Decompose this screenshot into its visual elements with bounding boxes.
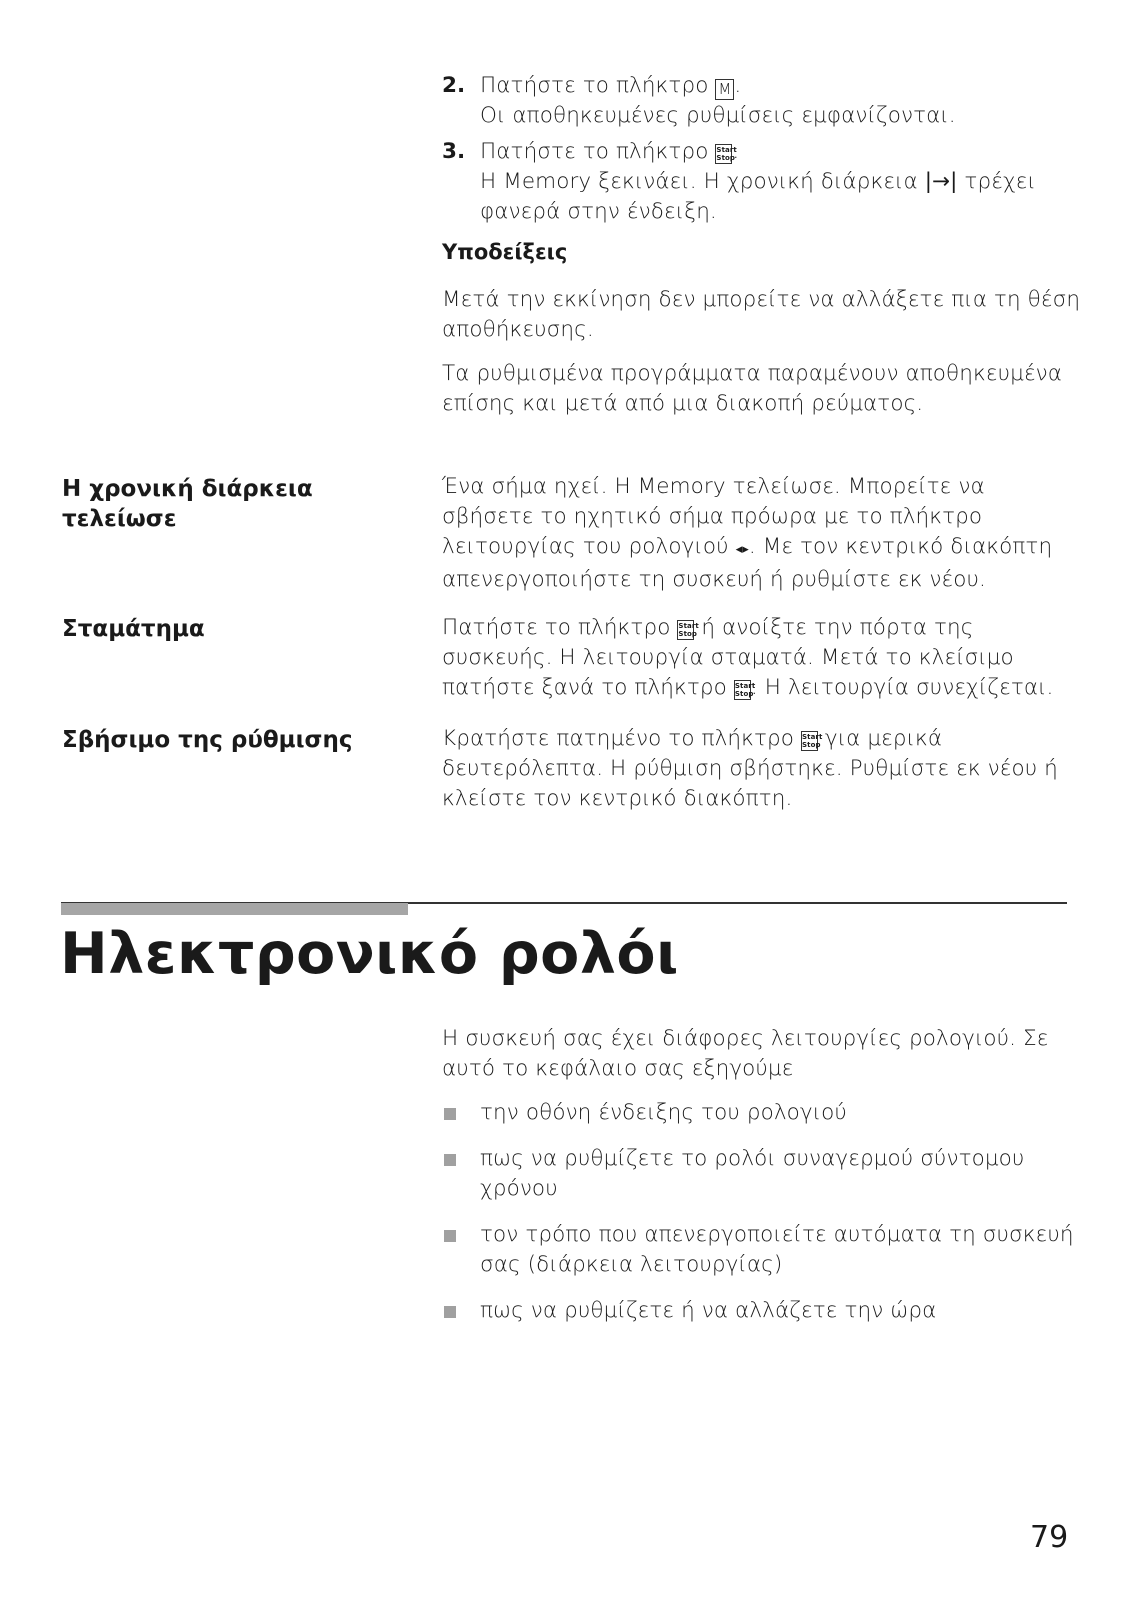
step-text-part: . <box>734 73 742 98</box>
section-text-part: ή ανοίξτε την πόρτα της συσκευής. Η λειτουργία σταματά. Μετά το κλείσιμο πατήστε ξανά το πλήκτρο <box>442 615 1014 700</box>
side-heading-time-elapsed: Η χρονική διάρκεια τελείωσε <box>62 476 313 532</box>
step-text-part: Η Memory ξεκινάει. Η χρονική διάρκεια <box>480 169 925 194</box>
start-stop-key-icon <box>677 620 699 640</box>
start-stop-key-icon <box>734 680 756 700</box>
list-item-text: την οθόνη ένδειξης του ρολογιού <box>480 1100 847 1125</box>
bullet-square-icon <box>444 1154 456 1166</box>
start-stop-key-icon <box>715 144 737 164</box>
chapter-bullet-list <box>442 1098 1082 1342</box>
step-3 <box>442 137 1082 227</box>
list-item-text: πως να ρυθμίζετε ή να αλλάζετε την ώρα <box>480 1298 937 1323</box>
step-number: 3. <box>442 139 466 164</box>
clock-function-key-icon: ◂▸ <box>735 542 749 557</box>
chapter-title: Ηλεκτρονικό ρολόι <box>60 921 679 987</box>
list-item-text: πως να ρυθμίζετε το ρολόι συναγερμού σύντομου χρόνου <box>480 1146 1025 1201</box>
side-heading-stop: Σταμάτημα <box>62 616 205 642</box>
list-item <box>442 1098 1082 1128</box>
bullet-square-icon <box>444 1108 456 1120</box>
section-text-part: Κρατήστε πατημένο το πλήκτρο <box>442 726 801 751</box>
step-text-part: Οι αποθηκευμένες ρυθμίσεις εμφανίζονται. <box>480 103 956 128</box>
list-item <box>442 1220 1082 1280</box>
section-text-part: Ένα σήμα ηχεί. Η Memory τελείωσε. Μπορείτε να σβήσετε το ηχητικό σήμα πρόωρα με το πλήκτρο λειτουργίας του ρολογιού <box>442 474 985 559</box>
key-label-bottom: Stop <box>734 690 754 698</box>
start-stop-key-icon <box>801 731 823 751</box>
step-text-part: Πατήστε το πλήκτρο <box>480 73 716 98</box>
key-label-top: Start <box>716 146 737 154</box>
section-text-part: για μερικά δευτερόλεπτα. Η ρύθμιση σβήστηκε. Ρυθμίστε εκ νέου ή κλείστε τον κεντρικό διακόπτη. <box>442 726 1058 811</box>
notes-paragraph-1: Μετά την εκκίνηση δεν μπορείτε να αλλάξετε πια τη θέση αποθήκευσης. <box>442 287 1081 342</box>
section-text-delete-setting <box>442 724 1082 814</box>
key-label-top: Start <box>678 622 699 630</box>
key-label-bottom: Stop <box>716 154 736 162</box>
chapter-divider-bar <box>61 903 408 915</box>
bullet-square-icon <box>444 1306 456 1318</box>
step-text-part: . <box>732 139 740 164</box>
bullet-square-icon <box>444 1230 456 1242</box>
step-text <box>480 137 1082 227</box>
memory-key-icon: M <box>715 79 734 100</box>
step-text-part: φανερά στην ένδειξη. <box>480 199 717 224</box>
key-label-bottom: Stop <box>678 630 698 638</box>
step-text <box>480 71 1082 131</box>
list-item <box>442 1144 1082 1204</box>
step-number: 2. <box>442 73 466 98</box>
step-2 <box>442 71 1082 131</box>
step-text-part: Πατήστε το πλήκτρο <box>480 139 716 164</box>
key-label-bottom: Stop <box>801 741 821 749</box>
side-heading-delete-setting: Σβήσιμο της ρύθμισης <box>62 727 353 753</box>
section-text-part: Πατήστε το πλήκτρο <box>442 615 678 640</box>
page-number: 79 <box>1030 1520 1069 1555</box>
section-text-stop <box>442 613 1082 703</box>
list-item-text: τον τρόπο που απενεργοποιείτε αυτόματα τη συσκευή σας (διάρκεια λειτουργίας) <box>480 1222 1074 1277</box>
key-label-top: Start <box>734 682 756 690</box>
section-text-time-elapsed <box>442 472 1082 595</box>
key-label-top: Start <box>801 733 823 741</box>
duration-icon: |→| <box>924 169 958 194</box>
step-text-part: τρέχει <box>957 169 1036 194</box>
section-text-part: . Με τον κεντρικό διακόπτη απενεργοποιήστε τη συσκευή ή ρυθμίστε εκ νέου. <box>442 534 1053 592</box>
list-item <box>442 1296 1082 1326</box>
notes-paragraph-2: Τα ρυθμισμένα προγράμματα παραμένουν αποθηκευμένα επίσης και μετά από μια διακοπή ρεύματος. <box>442 361 1063 416</box>
chapter-intro: Η συσκευή σας έχει διάφορες λειτουργίες ρολογιού. Σε αυτό το κεφάλαιο σας εξηγούμε <box>442 1026 1049 1081</box>
notes-heading: Υποδείξεις <box>442 240 568 264</box>
section-text-part: . Η λειτουργία συνεχίζεται. <box>750 675 1054 700</box>
